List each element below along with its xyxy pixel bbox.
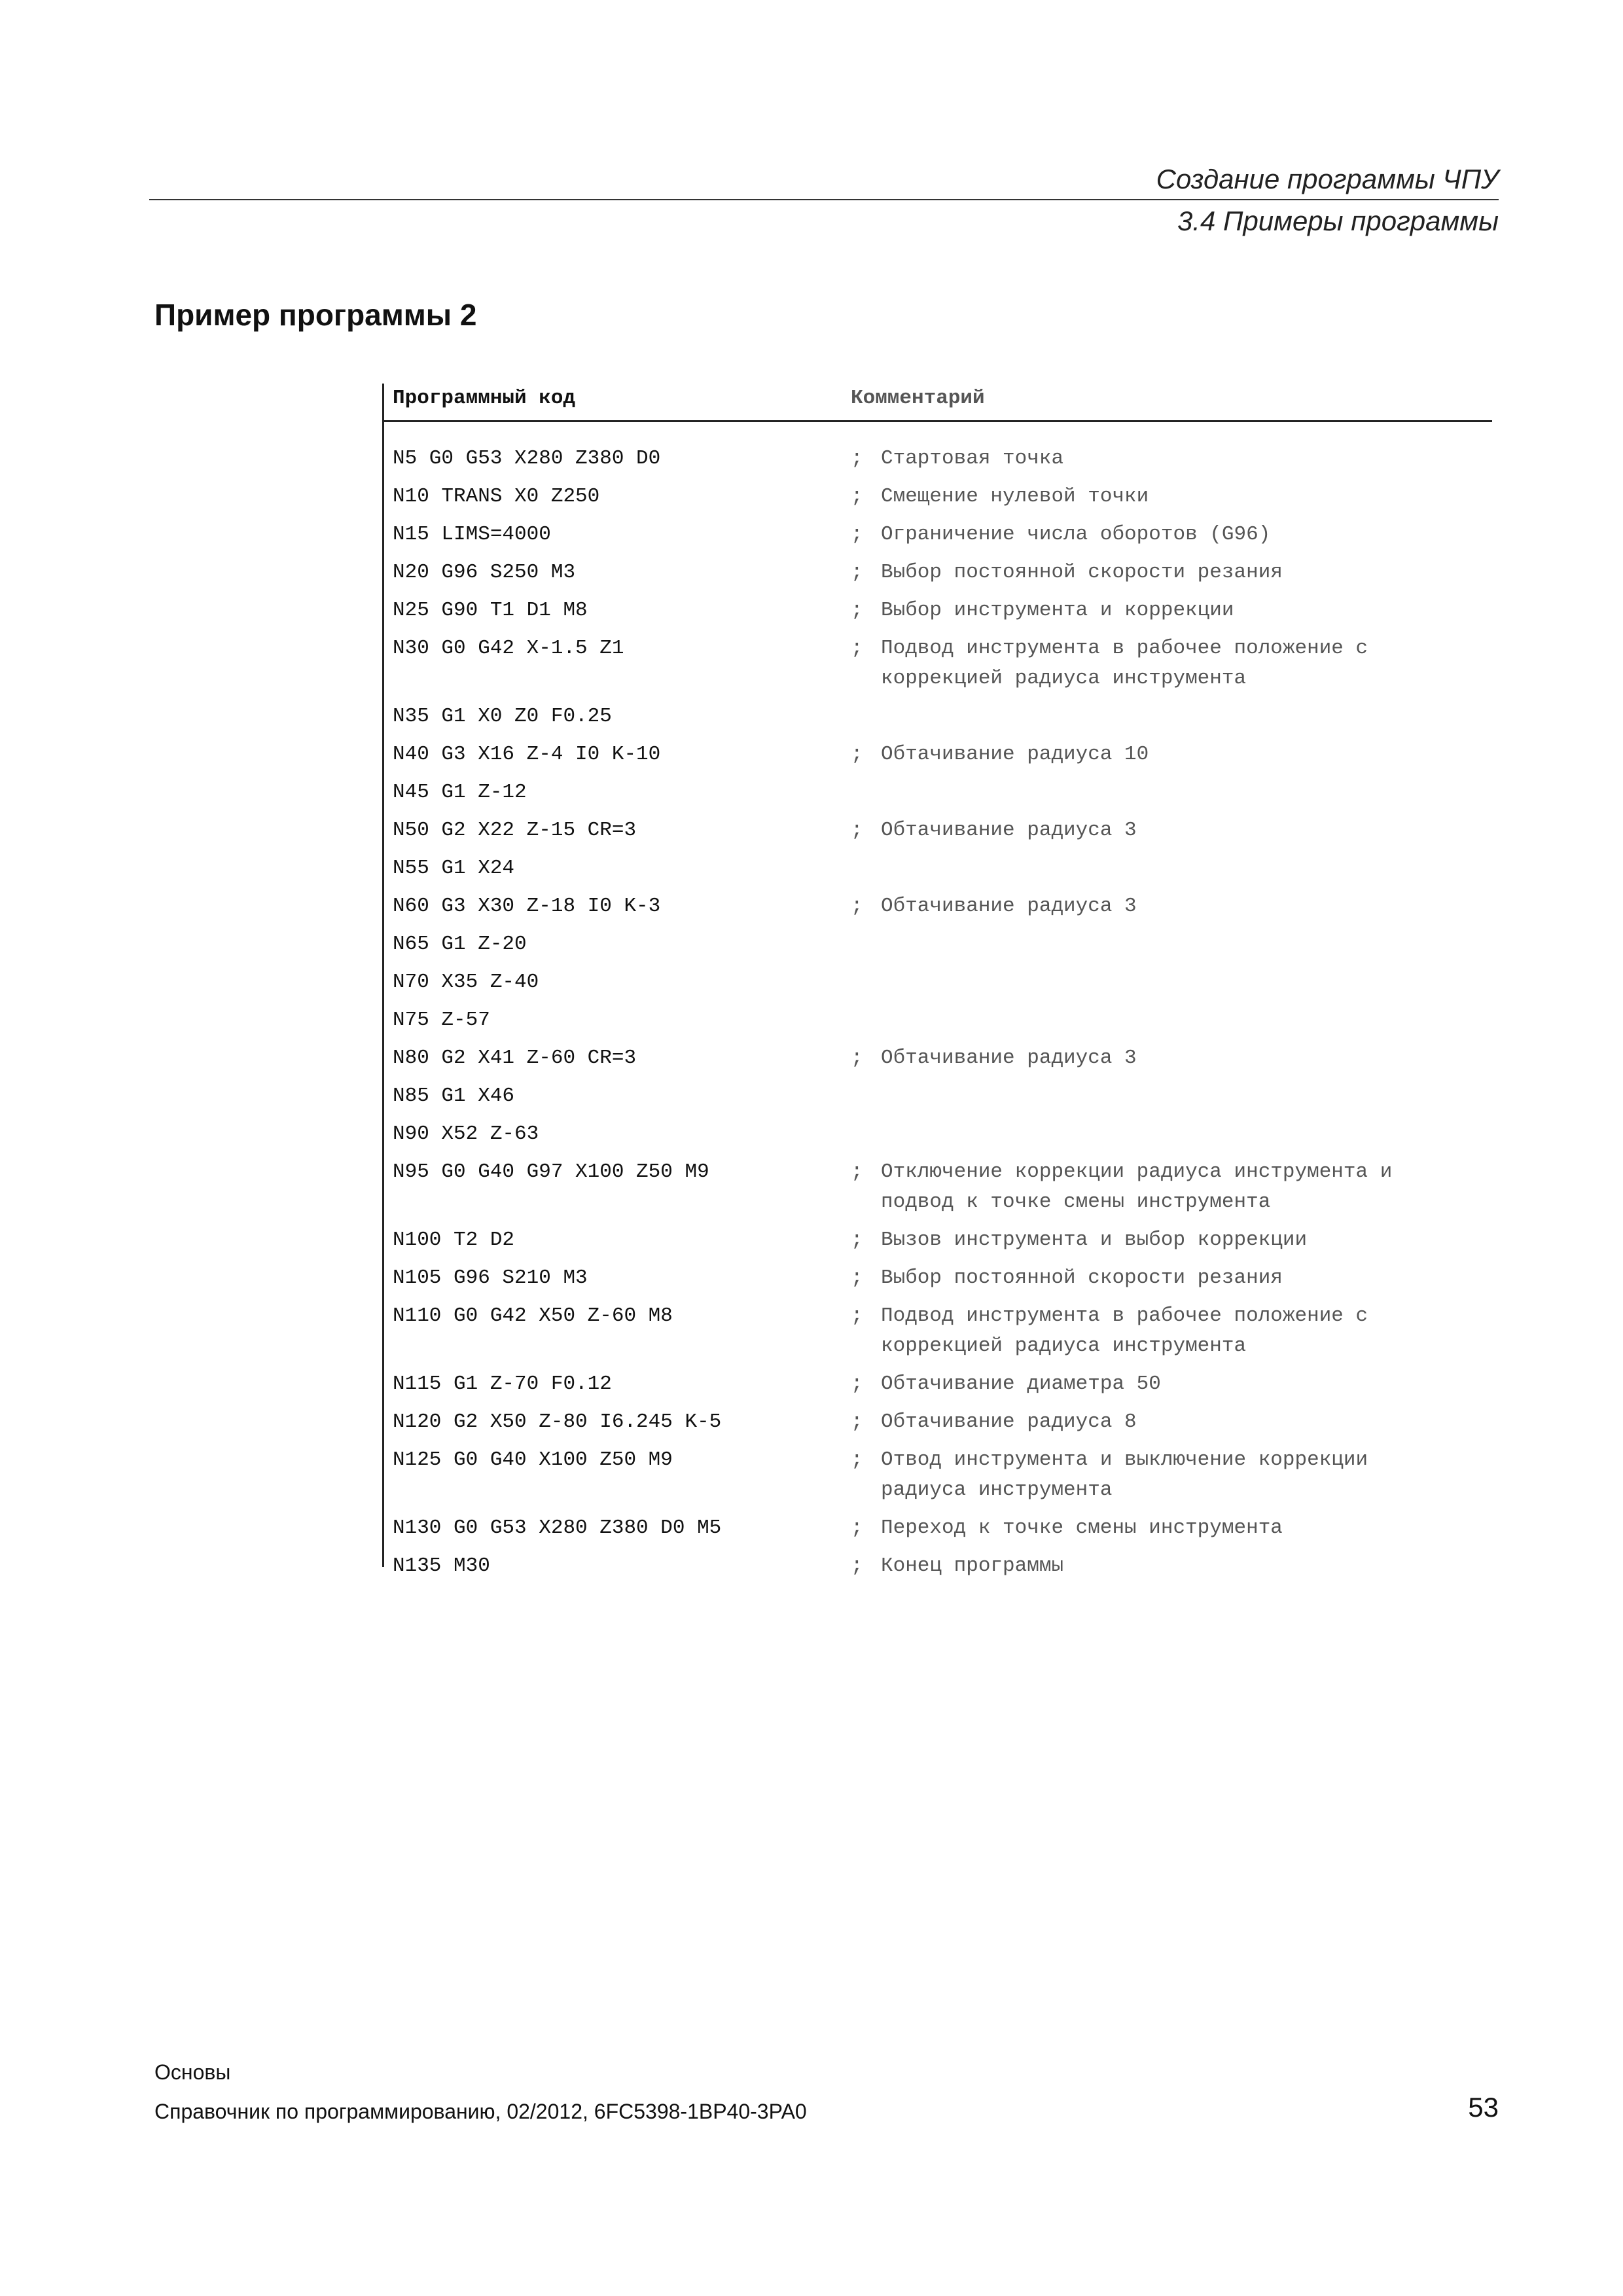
program-comment: Переход к точке смены инструмента <box>881 1516 1283 1539</box>
column-header-comment: Комментарий <box>851 387 985 410</box>
program-code-line: N90 X52 Z-63 <box>393 1122 539 1145</box>
comment-marker: ; <box>851 743 863 766</box>
comment-marker: ; <box>851 1047 863 1069</box>
program-code-line: N60 G3 X30 Z-18 I0 K-3 <box>393 895 661 918</box>
program-comment: Выбор инструмента и коррекции <box>881 599 1234 622</box>
program-comment: Смещение нулевой точки <box>881 485 1149 508</box>
comment-marker: ; <box>851 1516 863 1539</box>
program-comment: Вызов инструмента и выбор коррекции <box>881 1229 1308 1251</box>
program-code-line: N70 X35 Z-40 <box>393 971 539 994</box>
footer-book-title: Основы <box>154 2060 231 2084</box>
program-code-line: N110 G0 G42 X50 Z-60 M8 <box>393 1304 673 1327</box>
program-code-line: N100 T2 D2 <box>393 1229 515 1251</box>
page-number: 53 <box>1468 2092 1499 2123</box>
table-header-divider <box>382 420 1492 422</box>
comment-marker: ; <box>851 485 863 508</box>
column-header-code: Программный код <box>393 387 576 410</box>
comment-marker: ; <box>851 1372 863 1395</box>
program-code-line: N120 G2 X50 Z-80 I6.245 K-5 <box>393 1410 722 1433</box>
program-code-line: N115 G1 Z-70 F0.12 <box>393 1372 612 1395</box>
comment-marker: ; <box>851 637 863 660</box>
comment-marker: ; <box>851 1410 863 1433</box>
program-comment: Обтачивание диаметра 50 <box>881 1372 1161 1395</box>
comment-marker: ; <box>851 1304 863 1327</box>
program-code-line: N25 G90 T1 D1 M8 <box>393 599 588 622</box>
comment-marker: ; <box>851 819 863 842</box>
program-code-line: N50 G2 X22 Z-15 CR=3 <box>393 819 637 842</box>
program-comment: Обтачивание радиуса 3 <box>881 895 1137 918</box>
program-comment: Стартовая точка <box>881 447 1064 470</box>
program-code-line: N5 G0 G53 X280 Z380 D0 <box>393 447 661 470</box>
program-code-line: N20 G96 S250 M3 <box>393 561 576 584</box>
comment-marker: ; <box>851 1448 863 1471</box>
header-divider <box>149 199 1499 200</box>
comment-marker: ; <box>851 1554 863 1577</box>
program-code-line: N135 M30 <box>393 1554 490 1577</box>
comment-marker: ; <box>851 447 863 470</box>
program-code-line: N55 G1 X24 <box>393 857 515 880</box>
comment-marker: ; <box>851 895 863 918</box>
program-code-line: N85 G1 X46 <box>393 1085 515 1107</box>
comment-marker: ; <box>851 523 863 546</box>
program-comment: Отвод инструмента и выключение коррекции радиуса инструмента <box>881 1448 1368 1501</box>
program-comment: Отключение коррекции радиуса инструмента и подвод к точке смены инструмента <box>881 1160 1393 1213</box>
program-code-line: N40 G3 X16 Z-4 I0 K-10 <box>393 743 661 766</box>
program-comment: Выбор постоянной скорости резания <box>881 561 1283 584</box>
header-chapter-title: Создание программы ЧПУ <box>1156 164 1499 194</box>
comment-marker: ; <box>851 1160 863 1183</box>
program-code-line: N80 G2 X41 Z-60 CR=3 <box>393 1047 637 1069</box>
comment-marker: ; <box>851 561 863 584</box>
table-left-border <box>382 384 384 1567</box>
program-comment: Обтачивание радиуса 10 <box>881 743 1149 766</box>
program-comment: Подвод инструмента в рабочее положение с коррекцией радиуса инструмента <box>881 637 1368 690</box>
program-comment: Обтачивание радиуса 8 <box>881 1410 1137 1433</box>
comment-marker: ; <box>851 1266 863 1289</box>
program-code-line: N125 G0 G40 X100 Z50 M9 <box>393 1448 673 1471</box>
comment-marker: ; <box>851 1229 863 1251</box>
program-comment: Подвод инструмента в рабочее положение с коррекцией радиуса инструмента <box>881 1304 1368 1357</box>
program-comment: Обтачивание радиуса 3 <box>881 1047 1137 1069</box>
footer-manual-info: Справочник по программированию, 02/2012, 6FC5398-1BP40-3PA0 <box>154 2100 807 2123</box>
program-code-line: N45 G1 Z-12 <box>393 781 527 804</box>
header-section-title: 3.4 Примеры программы <box>1177 206 1499 236</box>
program-code-line: N65 G1 Z-20 <box>393 933 527 956</box>
program-comment: Выбор постоянной скорости резания <box>881 1266 1283 1289</box>
program-comment: Конец программы <box>881 1554 1064 1577</box>
program-code-line: N95 G0 G40 G97 X100 Z50 M9 <box>393 1160 709 1183</box>
program-code-line: N35 G1 X0 Z0 F0.25 <box>393 705 612 728</box>
program-code-line: N15 LIMS=4000 <box>393 523 551 546</box>
program-code-line: N105 G96 S210 M3 <box>393 1266 588 1289</box>
comment-marker: ; <box>851 599 863 622</box>
program-code-line: N130 G0 G53 X280 Z380 D0 M5 <box>393 1516 722 1539</box>
program-comment: Ограничение числа оборотов (G96) <box>881 523 1271 546</box>
program-table <box>382 384 1492 1577</box>
program-code-line: N10 TRANS X0 Z250 <box>393 485 600 508</box>
program-code-line: N75 Z-57 <box>393 1009 490 1031</box>
program-comment: Обтачивание радиуса 3 <box>881 819 1137 842</box>
program-code-line: N30 G0 G42 X-1.5 Z1 <box>393 637 624 660</box>
page-heading: Пример программы 2 <box>154 298 477 332</box>
